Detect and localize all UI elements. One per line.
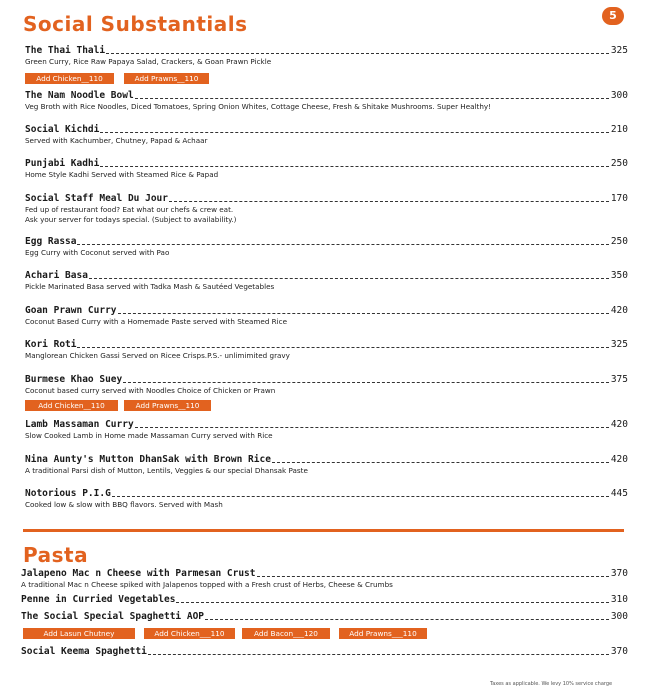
menu-item-egg-rassa (25, 236, 628, 258)
item-name: Notorious P.I.G (25, 488, 111, 499)
item-name: The Social Special Spaghetti AOP (21, 611, 205, 622)
leader-dots (100, 132, 609, 133)
item-price: 300 (610, 611, 628, 622)
menu-item-spaghetti-aop (21, 611, 628, 623)
section-title-social-substantials: Social Substantials (23, 12, 248, 36)
leader-dots (118, 313, 609, 314)
item-price: 350 (610, 270, 628, 281)
item-name: The Nam Noodle Bowl (25, 90, 134, 101)
item-price: 420 (610, 305, 628, 316)
addon-add-chicken-tag: Add Chicken__110 (25, 400, 118, 411)
menu-item-kori-roti (25, 339, 628, 361)
leader-dots (257, 576, 609, 577)
item-name: Penne in Curried Vegetables (21, 594, 176, 605)
item-price: 325 (610, 339, 628, 350)
item-price: 250 (610, 236, 628, 247)
addon-add-chicken-tag: Add Chicken___110 (144, 628, 235, 639)
menu-item-lamb-massaman (25, 419, 628, 441)
item-price: 370 (610, 646, 628, 657)
menu-item-staff-meal (25, 193, 628, 225)
item-name: Social Staff Meal Du Jour (25, 193, 168, 204)
item-description: A traditional Mac n Cheese spiked with Jalapenos topped with a Fresh crust of Herbs, Cheese & Crumbs (21, 580, 393, 589)
item-description: Pickle Marinated Basa served with Tadka Mash & Sautéed Vegetables (25, 282, 275, 291)
item-description: Served with Kachumber, Chutney, Papad & Achaar (25, 136, 208, 145)
item-description-line-2: Ask your server for todays special. (Subject to availability.) (25, 215, 237, 224)
item-price: 300 (610, 90, 628, 101)
leader-dots (135, 427, 609, 428)
item-price: 445 (610, 488, 628, 499)
leader-dots (112, 496, 609, 497)
addon-add-prawns-tag: Add Prawns__110 (124, 400, 211, 411)
item-description: Cooked low & slow with BBQ flavors. Served with Mash (25, 500, 223, 509)
menu-item-mutton-dhansak (25, 454, 628, 476)
item-name: Punjabi Kadhi (25, 158, 100, 169)
item-name: Social Kichdi (25, 124, 100, 135)
leader-dots (272, 462, 609, 463)
leader-dots (135, 98, 609, 99)
item-description: Slow Cooked Lamb in Home made Massaman Curry served with Rice (25, 431, 273, 440)
section-title-pasta: Pasta (23, 543, 89, 567)
menu-item-penne-curried (21, 594, 628, 606)
leader-dots (148, 654, 609, 655)
tax-footnote: Taxes as applicable. We levy 10% service charge (490, 681, 613, 687)
leader-dots (123, 382, 609, 383)
leader-dots (106, 53, 609, 54)
leader-dots (77, 347, 609, 348)
leader-dots (176, 602, 609, 603)
item-price: 375 (610, 374, 628, 385)
menu-item-social-kichdi (25, 124, 628, 146)
leader-dots (169, 201, 609, 202)
item-description: A traditional Parsi dish of Mutton, Lentils, Veggies & our special Dhansak Paste (25, 466, 308, 475)
page-number-badge: 5 (602, 7, 624, 25)
addon-add-lasun-chutney-tag: Add Lasun Chutney (23, 628, 135, 639)
menu-item-burmese-khao-suey (25, 374, 628, 396)
item-price: 170 (610, 193, 628, 204)
addon-add-chicken-tag: Add Chicken__110 (25, 73, 114, 84)
item-name: Achari Basa (25, 270, 88, 281)
item-name: Jalapeno Mac n Cheese with Parmesan Crust (21, 568, 256, 579)
item-name: Egg Rassa (25, 236, 77, 247)
item-price: 250 (610, 158, 628, 169)
item-price: 420 (610, 419, 628, 430)
item-name: The Thai Thali (25, 45, 106, 56)
leader-dots (77, 244, 609, 245)
item-name: Kori Roti (25, 339, 77, 350)
menu-item-keema-spaghetti (21, 646, 628, 658)
menu-item-punjabi-kadhi (25, 158, 628, 180)
addon-add-prawns-tag: Add Prawns__110 (124, 73, 209, 84)
menu-item-achari-basa (25, 270, 628, 292)
addon-add-prawns-tag: Add Prawns___110 (339, 628, 427, 639)
item-description: Coconut based curry served with Noodles Choice of Chicken or Prawn (25, 386, 276, 395)
item-price: 370 (610, 568, 628, 579)
leader-dots (89, 278, 609, 279)
item-price: 325 (610, 45, 628, 56)
addon-add-bacon-tag: Add Bacon___120 (242, 628, 330, 639)
menu-item-goan-prawn-curry (25, 305, 628, 327)
leader-dots (205, 619, 609, 620)
item-name: Burmese Khao Suey (25, 374, 123, 385)
item-name: Nina Aunty's Mutton DhanSak with Brown Rice (25, 454, 271, 465)
menu-item-jalapeno-mac (21, 568, 628, 590)
item-name: Lamb Massaman Curry (25, 419, 134, 430)
item-price: 310 (610, 594, 628, 605)
item-price: 420 (610, 454, 628, 465)
item-name: Social Keema Spaghetti (21, 646, 147, 657)
item-description: Green Curry, Rice Raw Papaya Salad, Crackers, & Goan Prawn Pickle (25, 57, 272, 66)
item-description: Coconut Based Curry with a Homemade Paste served with Steamed Rice (25, 317, 288, 326)
menu-item-nam-noodle-bowl (25, 90, 628, 112)
item-description: Veg Broth with Rice Noodles, Diced Tomatoes, Spring Onion Whites, Cottage Cheese, Fresh & Shitake Mushrooms. Super Healthy! (25, 102, 492, 111)
item-description: Manglorean Chicken Gassi Served on Ricee Crisps.P.S.- unlimimited gravy (25, 351, 290, 360)
item-description: Fed up of restaurant food? Eat what our chefs & crew eat. (25, 205, 234, 214)
item-name: Goan Prawn Curry (25, 305, 117, 316)
item-price: 210 (610, 124, 628, 135)
menu-item-thai-thali (25, 45, 628, 67)
menu-item-notorious-pig (25, 488, 628, 510)
item-description: Home Style Kadhi Served with Steamed Rice & Papad (25, 170, 219, 179)
section-divider (23, 529, 624, 532)
item-description: Egg Curry with Coconut served with Pao (25, 248, 170, 257)
leader-dots (100, 166, 609, 167)
